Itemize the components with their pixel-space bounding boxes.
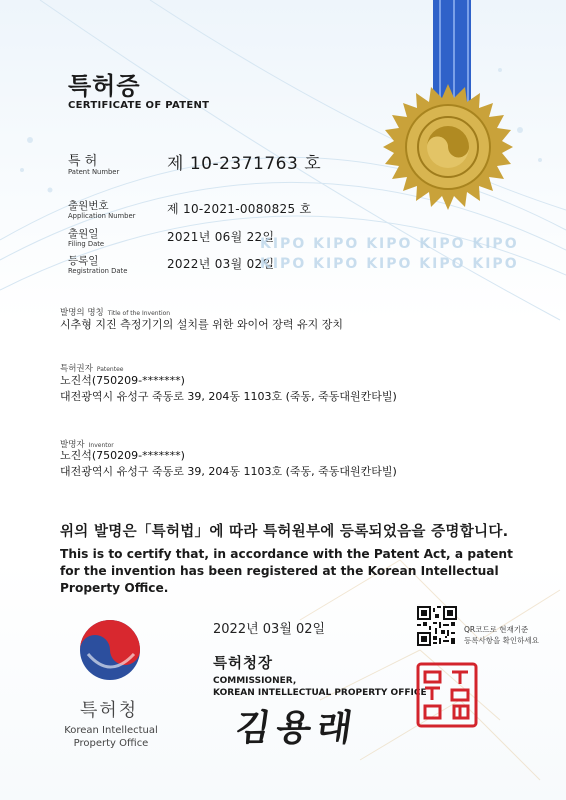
inventor-label: 발명자 [60, 440, 85, 450]
office-name-korean: 특허청 [80, 700, 139, 721]
office-name-english [56, 724, 166, 750]
qr-note-line1: QR코드로 현재기준 [464, 625, 529, 634]
kipo-watermark: KIPO KIPO KIPO KIPO KIPO [260, 236, 519, 252]
invention-label: 발명의 명칭 [60, 308, 104, 318]
inventor-label-en: Inventor [88, 442, 114, 449]
issue-date: 2022년 03월 02일 [213, 622, 326, 637]
office-name-english-line1: Korean Intellectual [64, 725, 158, 736]
commissioner-signature: 김용래 [232, 707, 361, 749]
patentee-name: 노진석(750209-*******) [60, 374, 185, 387]
qr-note-line2: 등록사항을 확인하세요 [464, 636, 539, 645]
patent-number-label-en: Patent Number [68, 168, 120, 176]
filing-date-value: 2021년 06월 22일 [167, 230, 275, 244]
registration-date-value: 2022년 03월 02일 [167, 257, 275, 271]
patent-number-label: 특 허 [68, 154, 98, 169]
commissioner-korean: 특허청장 [213, 656, 274, 672]
application-number-label-en: Application Number [68, 212, 136, 220]
gold-seal [383, 82, 513, 212]
registration-date-label-en: Registration Date [68, 267, 128, 275]
page-subtitle: CERTIFICATE OF PATENT [68, 100, 210, 111]
kipo-logo-icon [78, 618, 142, 682]
official-stamp [416, 662, 478, 728]
commissioner-english-line2: KOREAN INTELLECTUAL PROPERTY OFFICE [213, 688, 427, 698]
qr-code-icon [417, 606, 457, 646]
application-number-label: 출원번호 [68, 200, 109, 212]
patentee-label-en: Patentee [96, 366, 124, 373]
kipo-watermark: KIPO KIPO KIPO KIPO KIPO [260, 256, 519, 272]
statement-english: This is to certify that, in accordance with the Patent Act, a patent for the invention has been registered at the Korean Intellectual Property Office. [60, 547, 513, 595]
commissioner-english [213, 675, 427, 699]
page-title: 특허증 [68, 72, 141, 100]
invention-title: 시추형 지진 측정기기의 설치를 위한 와이어 장력 유지 장치 [60, 318, 343, 331]
inventor-address: 대전광역시 유성구 죽동로 39, 204동 1103호 (죽동, 죽동대원칸타빌) [60, 465, 397, 478]
invention-label-en: Title of the Invention [107, 310, 171, 317]
statement-korean: 위의 발명은「특허법」에 따라 특허원부에 등록되었음을 증명합니다. [60, 524, 509, 540]
registration-date-label: 등록일 [68, 255, 99, 267]
filing-date-label: 출원일 [68, 228, 99, 240]
patent-number-value: 제 10-2371763 호 [167, 154, 322, 174]
application-number-value: 제 10-2021-0080825 호 [167, 202, 312, 216]
office-name-english-line2: Property Office [73, 738, 149, 749]
qr-note [464, 624, 539, 646]
filing-date-label-en: Filing Date [68, 240, 105, 248]
patentee-label: 특허권자 [60, 364, 93, 374]
inventor-name: 노진석(750209-*******) [60, 449, 185, 462]
patentee-address: 대전광역시 유성구 죽동로 39, 204동 1103호 (죽동, 죽동대원칸타빌) [60, 390, 397, 403]
commissioner-english-line1: COMMISSIONER, [213, 676, 297, 686]
